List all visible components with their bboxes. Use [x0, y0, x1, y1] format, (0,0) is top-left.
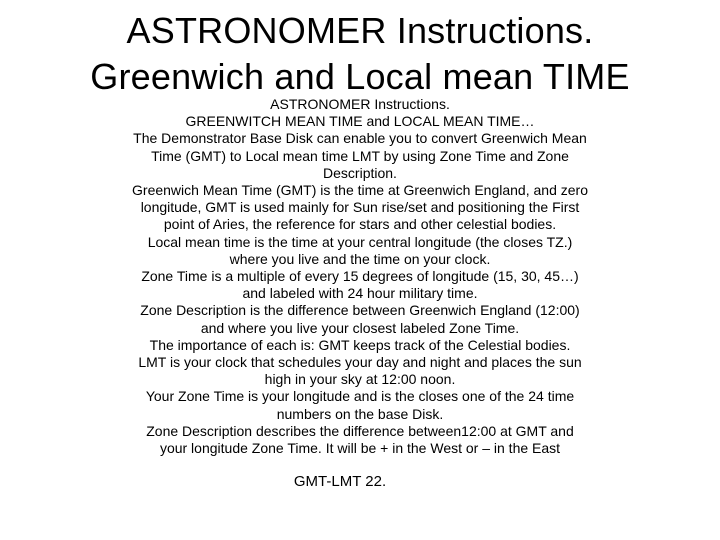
body-line: and where you live your closest labeled Zone Time.	[200, 319, 520, 336]
body-line: Description.	[323, 164, 397, 181]
body-line: high in your sky at 12:00 noon.	[264, 371, 456, 388]
body-line: The Demonstrator Base Disk can enable you to convert Greenwich Mean	[133, 130, 587, 147]
body-line: where you live and the time on your clock.	[229, 250, 491, 267]
body-line: ASTRONOMER Instructions.	[270, 96, 450, 112]
body-line: numbers on the base Disk.	[276, 405, 444, 422]
body-line: GREENWITCH MEAN TIME and LOCAL MEAN TIME…	[185, 113, 535, 130]
body-line: Your Zone Time is your longitude and is the closes one of the 24 time	[145, 388, 575, 405]
body-line: your longitude Zone Time. It will be + in the West or – in the East	[159, 440, 561, 457]
body-line: longitude, GMT is used mainly for Sun rise/set and positioning the First	[140, 199, 580, 216]
body-line: Zone Description describes the difference between12:00 at GMT and	[146, 422, 574, 439]
body-line: point of Aries, the reference for stars and other celestial bodies.	[163, 216, 557, 233]
title-line-2: Greenwich and Local mean TIME	[90, 56, 630, 97]
body-line: Zone Time is a multiple of every 15 degrees of longitude (15, 30, 45…)	[141, 268, 579, 285]
title-line-1: ASTRONOMER Instructions.	[126, 10, 594, 51]
body-line: Zone Description is the difference between Greenwich England (12:00)	[140, 302, 580, 319]
body-line: The importance of each is: GMT keeps track of the Celestial bodies.	[149, 336, 571, 353]
body-line: Time (GMT) to Local mean time LMT by using Zone Time and Zone	[151, 147, 569, 164]
slide-title	[0, 8, 720, 100]
slide-footer: GMT-LMT 22.	[293, 473, 387, 490]
slide-body	[30, 96, 690, 457]
body-line: Greenwich Mean Time (GMT) is the time at Greenwich England, and zero	[132, 182, 588, 199]
body-line: Local mean time is the time at your central longitude (the closes TZ.)	[147, 233, 573, 250]
body-line: and labeled with 24 hour military time.	[242, 285, 478, 302]
body-line: LMT is your clock that schedules your day and night and places the sun	[138, 354, 582, 371]
